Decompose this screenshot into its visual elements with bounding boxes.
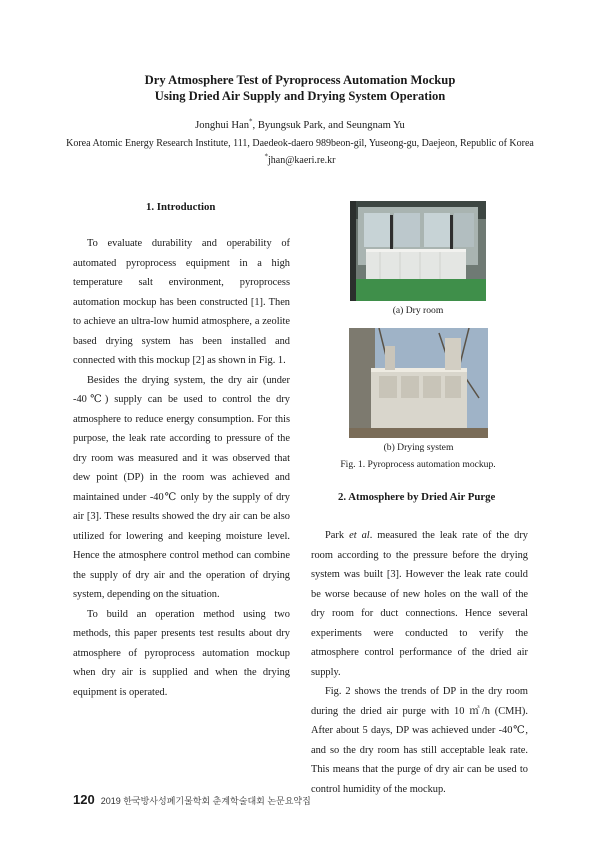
drying-system-illustration: [349, 328, 488, 438]
author-list: [0, 117, 600, 131]
section2-paragraph-1: [311, 526, 528, 682]
figure-dry-room-photo: [350, 201, 486, 301]
section-heading-introduction: 1. Introduction: [146, 201, 216, 213]
author-rest: , Byungsuk Park, and Seungnam Yu: [252, 120, 405, 131]
corresponding-mark: *: [249, 117, 253, 126]
figure-caption-a: (a) Dry room: [392, 305, 444, 316]
dry-room-illustration: [350, 201, 486, 301]
cited-author: Park: [325, 530, 350, 541]
email-address: jhan@kaeri.re.kr: [267, 155, 336, 166]
page-number: 120: [73, 792, 95, 807]
introduction-body: [73, 234, 290, 702]
figure-caption-b: (b) Drying system: [383, 442, 454, 453]
intro-paragraph-1: To evaluate durability and operability of automated pyroprocess equipment in a high temperature salt environment, pyroprocess automation mockup has been constructed [1]. Then to achieve an ultra-low humid atmosphere, a zeolite based drying system has been installed and connected with this mockup [2] as shown in Fig. 1.: [73, 238, 290, 366]
journal-name: 2019 한국방사성폐기물학회 춘계학술대회 논문요약집: [100, 796, 311, 806]
figure-1-caption: Fig. 1. Pyroprocess automation mockup.: [340, 459, 496, 470]
title-line-2: Using Dried Air Supply and Drying System Operation: [154, 89, 446, 103]
corresponding-email: [0, 152, 600, 166]
affiliation: Korea Atomic Energy Research Institute, 111, Daedeok-daero 989beon-gil, Yuseong-gu, Daejeon, Republic of Korea: [66, 138, 534, 149]
author-first: Jonghui Han: [195, 120, 250, 131]
section-heading-atmosphere: 2. Atmosphere by Dried Air Purge: [338, 491, 496, 503]
page-footer: [73, 791, 311, 809]
et-al: et al: [349, 530, 370, 541]
email-mark: *: [264, 152, 268, 161]
section2-body: [311, 526, 528, 799]
section2-paragraph-1-text: . measured the leak rate of the dry room according to the pressure before the drying system was built [3]. However the leak rate could be worse because of new holes on the wall of the dry room for duct connections. Hence several experiments were conducted to verify the atmosphere control performance of the dried air supply.: [311, 530, 528, 678]
figure-drying-system-photo: [349, 328, 488, 438]
paper-title: [0, 72, 600, 104]
title-line-1: Dry Atmosphere Test of Pyroprocess Automation Mockup: [144, 73, 456, 87]
intro-paragraph-3: To build an operation method using two methods, this paper presents test results about dry atmosphere of pyroprocess automation mockup when dry air is supplied and when the drying equipment is operated.: [73, 608, 290, 698]
intro-paragraph-2: Besides the drying system, the dry air (under -40℃) supply can be used to control the dry atmosphere to reduce energy consumption. For this purpose, the leak rate according to pressure of the dry room was measured and it was observed that dew point (DP) in the room was achieved and maintained under -40℃ only by the supply of dry air [3]. These results showed the dry air can be also utilized for lowering and keeping moisture level. Hence the atmosphere control method can combine the supply of dry air and the operation of drying system, depending on the situation.: [73, 374, 290, 600]
section2-paragraph-2: Fig. 2 shows the trends of DP in the dry room during the dried air purge with 10 ㎥/h (CMH). After about 5 days, DP was achieved under -40℃, and so the dry room has still acceptable leak rate. This means that the purge of dry air can be used to control humidity of the mockup.: [311, 686, 528, 795]
